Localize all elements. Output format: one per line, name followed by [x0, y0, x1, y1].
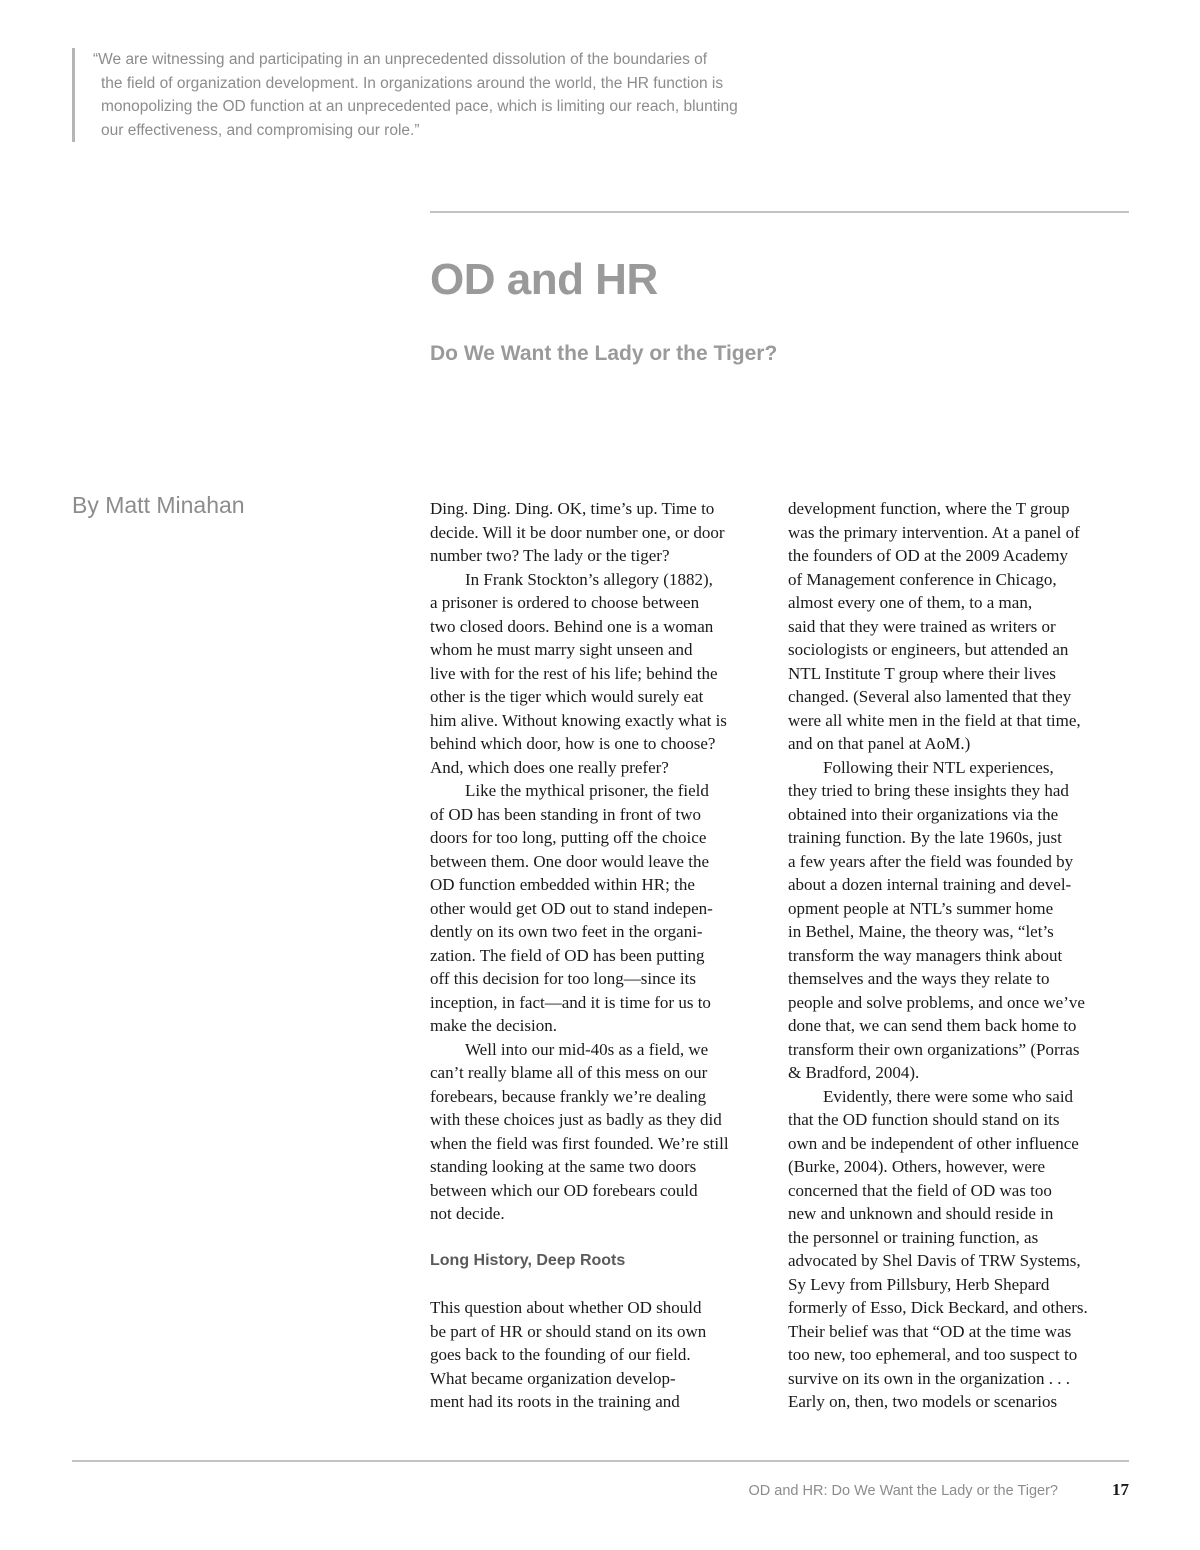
pull-quote-line: “We are witnessing and participating in an unprecedented dissolution of the boundaries of	[93, 51, 708, 68]
body-line: a few years after the field was founded by	[788, 851, 1074, 871]
body-line: too new, too ephemeral, and too suspect to	[788, 1345, 1078, 1364]
body-line: between which our OD forebears could	[430, 1180, 698, 1200]
body-line: the founders of OD at the 2009 Academy	[788, 546, 1068, 565]
body-line: be part of HR or should stand on its own	[430, 1321, 707, 1341]
body-line: dently on its own two feet in the organi-	[430, 922, 703, 941]
body-line: new and unknown and should reside in	[788, 1204, 1054, 1223]
body-line: they tried to bring these insights they had	[788, 781, 1069, 800]
body-line: of Management conference in Chicago,	[788, 569, 1057, 589]
body-line: ment had its roots in the training and	[430, 1392, 680, 1411]
body-line: done that, we can send them back home to	[788, 1016, 1077, 1035]
body-line: decide. Will it be door number one, or door	[430, 522, 725, 542]
section-heading: Long History, Deep Roots	[430, 1252, 626, 1269]
body-line: almost every one of them, to a man,	[788, 593, 1033, 612]
body-line: training function. By the late 1960s, just	[788, 828, 1062, 847]
body-line: changed. (Several also lamented that they	[788, 687, 1072, 706]
body-line: obtained into their organizations via the	[788, 804, 1059, 824]
body-line: people and solve problems, and once we’ve	[788, 992, 1085, 1012]
body-line: forebears, because frankly we’re dealing	[430, 1086, 707, 1106]
body-line: of OD has been standing in front of two	[430, 804, 702, 824]
body-line: other would get OD out to stand indepen-	[430, 898, 713, 918]
running-footer-title: OD and HR: Do We Want the Lady or the Tiger?	[748, 1483, 1058, 1499]
body-line: two closed doors. Behind one is a woman	[430, 616, 714, 636]
body-line: Their belief was that “OD at the time was	[788, 1321, 1072, 1341]
body-line: number two? The lady or the tiger?	[430, 546, 670, 565]
body-line: him alive. Without knowing exactly what is	[430, 710, 727, 730]
page-number: 17	[1112, 1480, 1129, 1499]
body-line: & Bradford, 2004).	[788, 1063, 920, 1082]
body-line: Sy Levy from Pillsbury, Herb Shepard	[788, 1274, 1050, 1294]
body-line: whom he must marry sight unseen and	[430, 640, 693, 659]
header-divider	[430, 211, 1129, 213]
body-line: not decide.	[430, 1204, 505, 1223]
body-line: and on that panel at AoM.)	[788, 734, 971, 753]
body-line: themselves and the ways they relate to	[788, 969, 1050, 988]
article-title: OD and HR	[430, 255, 658, 304]
body-line: concerned that the field of OD was too	[788, 1180, 1052, 1200]
body-line: doors for too long, putting off the choice	[430, 828, 707, 847]
pull-quote-line: the field of organization development. In organizations around the world, the HR function is	[101, 74, 724, 92]
body-line: This question about whether OD should	[430, 1298, 702, 1317]
body-line: off this decision for too long—since its	[430, 969, 696, 988]
body-line: advocated by Shel Davis of TRW Systems,	[788, 1251, 1081, 1270]
article-subtitle: Do We Want the Lady or the Tiger?	[430, 342, 778, 365]
body-line: zation. The field of OD has been putting	[430, 945, 705, 965]
body-line: Early on, then, two models or scenarios	[788, 1392, 1058, 1411]
body-line: Ding. Ding. Ding. OK, time’s up. Time to	[430, 499, 715, 518]
body-line: standing looking at the same two doors	[430, 1157, 697, 1176]
body-line: between them. One door would leave the	[430, 851, 709, 871]
body-line: survive on its own in the organization . . .	[788, 1368, 1071, 1388]
body-line: own and be independent of other influence	[788, 1133, 1079, 1153]
body-line: in Bethel, Maine, the theory was, “let’s	[788, 922, 1054, 941]
pull-quote-line: monopolizing the OD function at an unprecedented pace, which is limiting our reach, blunting	[101, 98, 738, 115]
body-line: What became organization develop-	[430, 1368, 676, 1388]
body-line: (Burke, 2004). Others, however, were	[788, 1157, 1046, 1176]
body-line: OD function embedded within HR; the	[430, 875, 695, 894]
body-line: Well into our mid-40s as a field, we	[465, 1039, 709, 1059]
pull-quote-line: our effectiveness, and compromising our role.”	[101, 121, 420, 139]
body-line: formerly of Esso, Dick Beckard, and others.	[788, 1298, 1088, 1317]
body-line: transform the way managers think about	[788, 945, 1063, 965]
body-line: Following their NTL experiences,	[823, 757, 1054, 777]
paragraph-gap	[430, 1273, 775, 1297]
body-line: Evidently, there were some who said	[823, 1086, 1074, 1106]
body-line: make the decision.	[430, 1016, 557, 1035]
body-line: live with for the rest of his life; behind the	[430, 663, 718, 683]
body-line: said that they were trained as writers or	[788, 616, 1056, 636]
body-line: a prisoner is ordered to choose between	[430, 593, 700, 612]
footer-divider	[72, 1460, 1129, 1462]
body-line: when the field was first founded. We’re still	[430, 1133, 729, 1153]
body-line: NTL Institute T group where their lives	[788, 663, 1056, 683]
body-line: can’t really blame all of this mess on our	[430, 1063, 708, 1082]
body-line: behind which door, how is one to choose?	[430, 734, 716, 753]
body-line: In Frank Stockton’s allegory (1882),	[465, 569, 713, 589]
body-line: goes back to the founding of our field.	[430, 1345, 691, 1364]
body-line: with these choices just as badly as they did	[430, 1110, 722, 1129]
body-column-left	[430, 497, 775, 1414]
pull-quote	[72, 48, 793, 142]
body-line: Like the mythical prisoner, the field	[465, 781, 709, 800]
body-line: the personnel or training function, as	[788, 1227, 1039, 1247]
body-line: sociologists or engineers, but attended an	[788, 640, 1069, 659]
paragraph-gap	[430, 1226, 775, 1250]
author-byline: By Matt Minahan	[72, 492, 245, 518]
body-column-right	[788, 497, 1133, 1414]
body-line: was the primary intervention. At a panel of	[788, 522, 1080, 542]
body-line: inception, in fact—and it is time for us to	[430, 992, 711, 1012]
body-line: transform their own organizations” (Porras	[788, 1039, 1080, 1059]
body-line: were all white men in the field at that time,	[788, 710, 1081, 730]
body-line: development function, where the T group	[788, 499, 1070, 518]
body-line: other is the tiger which would surely eat	[430, 687, 704, 706]
body-line: that the OD function should stand on its	[788, 1110, 1060, 1129]
body-line: about a dozen internal training and devel-	[788, 875, 1072, 894]
body-line: And, which does one really prefer?	[430, 757, 669, 777]
body-line: opment people at NTL’s summer home	[788, 898, 1054, 918]
